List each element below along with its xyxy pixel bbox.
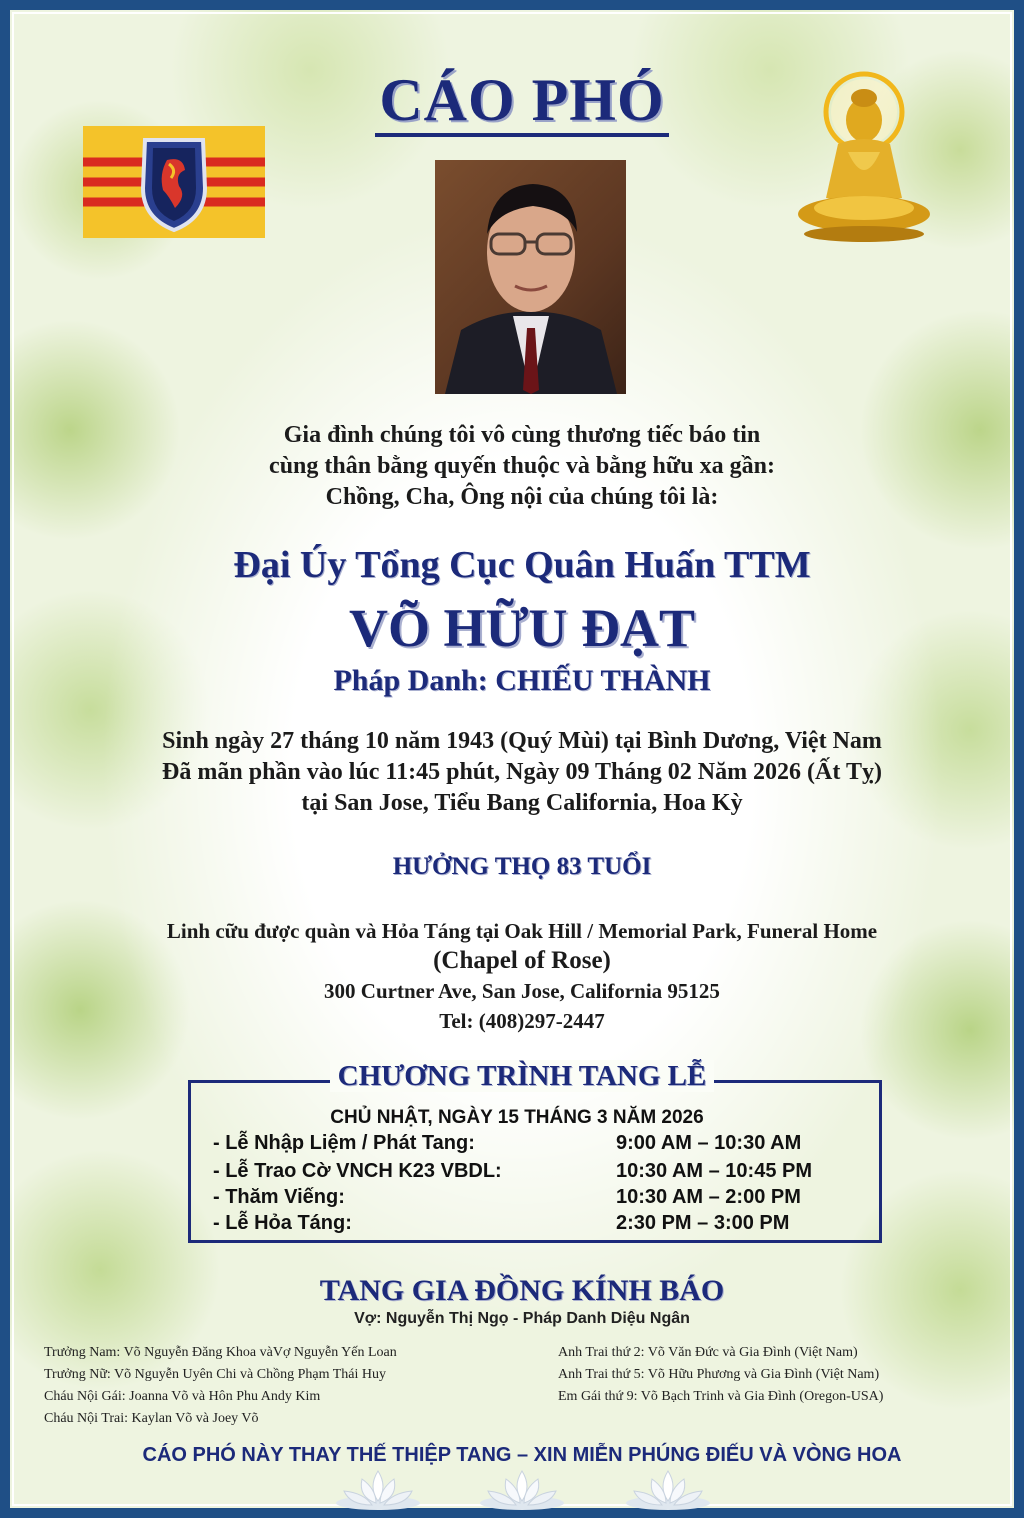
deceased-name: VÕ HỮU ĐẠT — [349, 598, 695, 658]
family-member: Anh Trai thứ 2: Võ Văn Đức và Gia Đình (Việt Nam) — [558, 1345, 858, 1360]
lotus-icon — [476, 1465, 568, 1511]
footer-note: CÁO PHÓ NÀY THAY THẾ THIỆP TANG – XIN MIỄN PHÚNG ĐIẾU VÀ VÒNG HOA — [142, 1444, 902, 1466]
program-item-time: 10:30 AM – 10:45 PM — [616, 1160, 813, 1182]
family-title: TANG GIA ĐỒNG KÍNH BÁO — [319, 1274, 725, 1307]
program-item-label: - Lễ Nhập Liệm / Phát Tang: — [213, 1132, 475, 1154]
program-item — [213, 1160, 853, 1186]
family-member: Cháu Nội Gái: Joanna Võ và Hôn Phu Andy Kim — [44, 1389, 321, 1404]
program-item-label: - Thăm Viếng: — [213, 1186, 345, 1208]
place-line: tại San Jose, Tiểu Bang California, Hoa Kỳ — [301, 790, 743, 816]
venue-info — [10, 916, 1024, 1036]
family-member: Cháu Nội Trai: Kaylan Võ và Joey Võ — [44, 1411, 259, 1426]
program-item — [213, 1212, 853, 1238]
life-dates — [10, 726, 1024, 819]
birth-line: Sinh ngày 27 tháng 10 năm 1943 (Quý Mùi) tại Bình Dương, Việt Nam — [162, 728, 882, 754]
deceased-rank: Đại Úy Tổng Cục Quân Huấn TTM — [233, 544, 811, 586]
venue-phone: Tel: (408)297-2447 — [439, 1009, 605, 1033]
lotus-icon — [332, 1465, 424, 1511]
age-line: HƯỞNG THỌ 83 TUỔI — [392, 853, 652, 880]
program-item — [213, 1132, 853, 1158]
family-member: Em Gái thứ 9: Võ Bạch Trinh và Gia Đình (Oregon-USA) — [558, 1389, 884, 1404]
program-item-time: 9:00 AM – 10:30 AM — [616, 1132, 802, 1154]
family-list-left — [44, 1342, 544, 1430]
venue-line: Linh cữu được quàn và Hỏa Táng tại Oak Hill / Memorial Park, Funeral Home — [166, 919, 878, 943]
family-member: Trưởng Nam: Võ Nguyễn Đăng Khoa vàVợ Nguyễn Yến Loan — [44, 1345, 397, 1360]
passing-line: Đã mãn phần vào lúc 11:45 phút, Ngày 09 Tháng 02 Năm 2026 (Ất Tỵ) — [162, 759, 882, 785]
family-member: Trưởng Nữ: Võ Nguyễn Uyên Chi và Chồng Phạm Thái Huy — [44, 1367, 386, 1382]
lotus-icon — [622, 1465, 714, 1511]
family-member: Anh Trai thứ 5: Võ Hữu Phương và Gia Đình (Việt Nam) — [558, 1367, 880, 1382]
portrait-photo — [435, 160, 626, 394]
spouse-line: Vợ: Nguyễn Thị Ngọ - Pháp Danh Diệu Ngân — [354, 1310, 690, 1327]
family-list-right — [558, 1342, 1018, 1408]
flag-emblem-icon — [83, 126, 265, 238]
program-item-time: 10:30 AM – 2:00 PM — [616, 1186, 801, 1208]
program-item — [213, 1186, 853, 1212]
program-title: CHƯƠNG TRÌNH TANG LỄ — [10, 1060, 1024, 1093]
program-item-time: 2:30 PM – 3:00 PM — [616, 1212, 790, 1234]
program-item-label: - Lễ Hỏa Táng: — [213, 1212, 352, 1234]
program-date: CHỦ NHẬT, NGÀY 15 THÁNG 3 NĂM 2026 — [330, 1107, 704, 1128]
venue-address: 300 Curtner Ave, San Jose, California 95125 — [324, 979, 720, 1003]
dharma-name: Pháp Danh: CHIẾU THÀNH — [333, 664, 711, 697]
buddha-icon — [792, 68, 942, 246]
intro-text: Gia đình chúng tôi vô cùng thương tiếc báo tin cùng thân bằng quyến thuộc và bằng hữu xa gần: Chồng, Cha, Ông nội của chúng tôi là: — [269, 422, 775, 510]
page-title: CÁO PHÓ — [10, 66, 1024, 135]
program-item-label: - Lễ Trao Cờ VNCH K23 VBDL: — [213, 1160, 502, 1182]
chapel-name: (Chapel of Rose) — [433, 947, 611, 974]
